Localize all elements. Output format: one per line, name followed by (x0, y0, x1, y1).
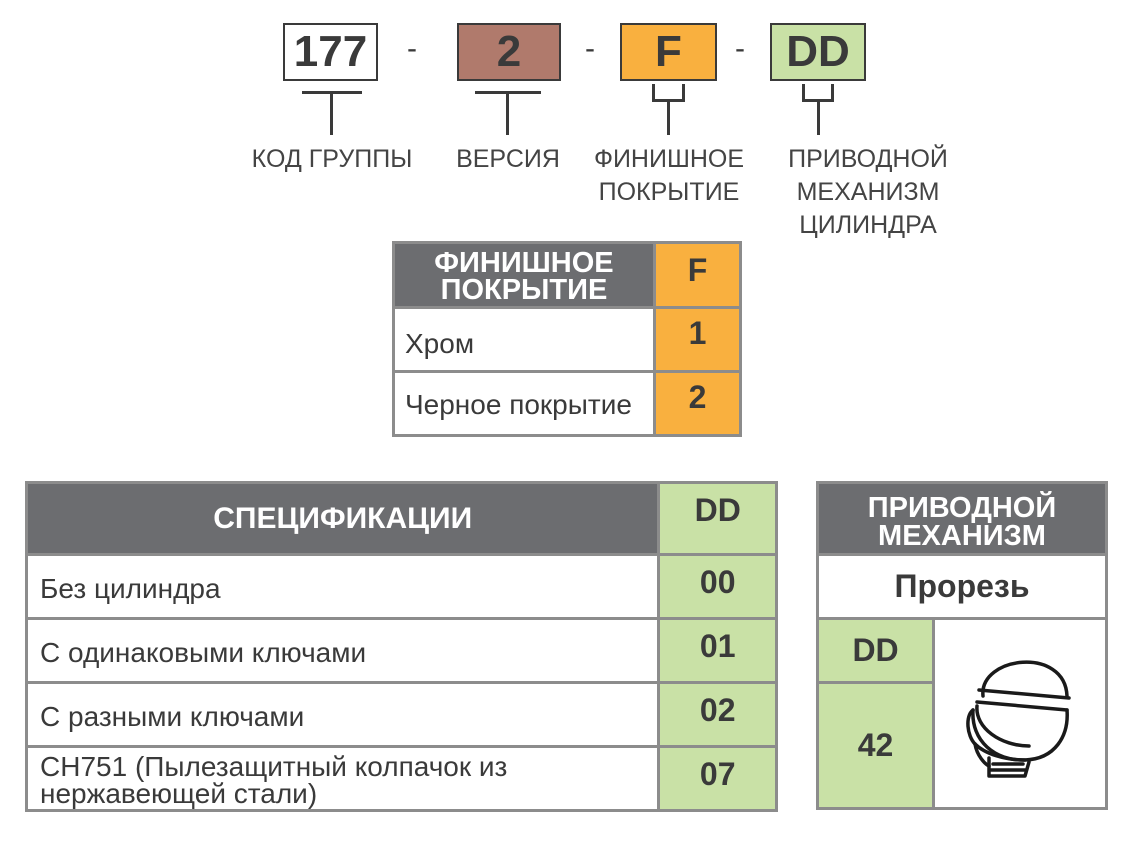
spec-row-code: 02 (659, 683, 777, 747)
slotted-cylinder-icon (955, 636, 1085, 786)
drive-table (816, 481, 1108, 810)
finish-code-header: F (654, 243, 740, 308)
code-box-finish: F (620, 23, 717, 81)
finish-row-code: 2 (654, 372, 740, 436)
separator-dash: - (407, 32, 417, 65)
spec-row-code: 00 (659, 555, 777, 619)
spec-code-header: DD (659, 483, 777, 555)
finish-row-name: Хром (394, 308, 655, 372)
drive-table-header (818, 483, 1107, 555)
separator-dash: - (585, 32, 595, 65)
label-version: ВЕРСИЯ (456, 145, 560, 173)
label-group-code: КОД ГРУППЫ (251, 145, 413, 173)
code-box-drive: DD (770, 23, 866, 81)
drive-code-value: 42 (818, 683, 934, 809)
drive-subheader: Прорезь (818, 555, 1107, 619)
code-box-version: 2 (457, 23, 561, 81)
spec-row-name: CH751 (Пылезащитный колпачок из нержавеющей стали) (27, 747, 659, 811)
drive-header-text: ПРИВОДНОЙ МЕХАНИЗМ (867, 491, 1057, 552)
connector-line (667, 99, 670, 135)
spec-row-name: С разными ключами (27, 683, 659, 747)
spec-row-code: 07 (659, 747, 777, 811)
finish-row-name: Черное покрытие (394, 372, 655, 436)
spec-row-code: 01 (659, 619, 777, 683)
connector-line (330, 91, 333, 135)
spec-row-name: С одинаковыми ключами (27, 619, 659, 683)
drive-code-header: DD (818, 619, 934, 683)
spec-table-header: СПЕЦИФИКАЦИИ (27, 483, 659, 555)
finish-row-code: 1 (654, 308, 740, 372)
connector-line (817, 99, 820, 135)
finish-header-text: ФИНИШНОЕ ПОКРЫТИЕ (434, 247, 614, 306)
finish-table-header (394, 243, 655, 308)
label-drive: ПРИВОДНОЙ МЕХАНИЗМ ЦИЛИНДРА (788, 145, 948, 239)
finish-table (392, 241, 742, 437)
spec-table (25, 481, 778, 812)
label-finish: ФИНИШНОЕ ПОКРЫТИЕ (593, 145, 745, 206)
connector-line (506, 91, 509, 135)
spec-row-name: Без цилиндра (27, 555, 659, 619)
drive-image-cell (934, 619, 1107, 809)
separator-dash: - (735, 32, 745, 65)
code-box-group: 177 (283, 23, 378, 81)
